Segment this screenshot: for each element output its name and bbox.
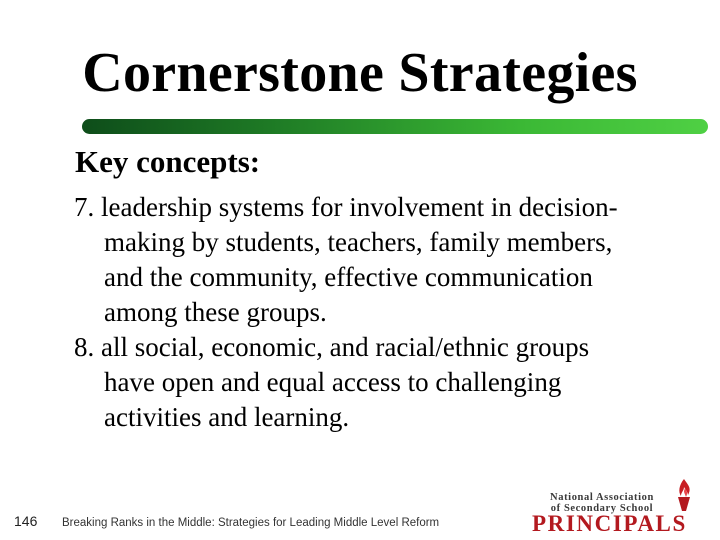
logo-line-2: of Secondary School <box>550 503 654 514</box>
torch-icon <box>672 478 696 512</box>
key-concepts-heading: Key concepts: <box>75 144 261 179</box>
concepts-list <box>74 190 634 435</box>
list-item: 8. all social, economic, and racial/ethnic groups have open and equal access to challenging activities and learning. <box>74 332 590 432</box>
logo-brand: PRINCIPALS <box>532 511 687 536</box>
title-accent-bar <box>82 119 708 134</box>
nassp-logo <box>530 478 712 536</box>
logo-line-1: National Association <box>550 492 654 503</box>
slide-title: Cornerstone Strategies <box>82 42 638 104</box>
footer-text: Breaking Ranks in the Middle: Strategies for Leading Middle Level Reform <box>62 517 440 529</box>
page-number: 146 <box>14 513 38 529</box>
list-item: 7. leadership systems for involvement in decision-making by students, teachers, family members, and the community, effective communication among these groups. <box>74 192 618 327</box>
